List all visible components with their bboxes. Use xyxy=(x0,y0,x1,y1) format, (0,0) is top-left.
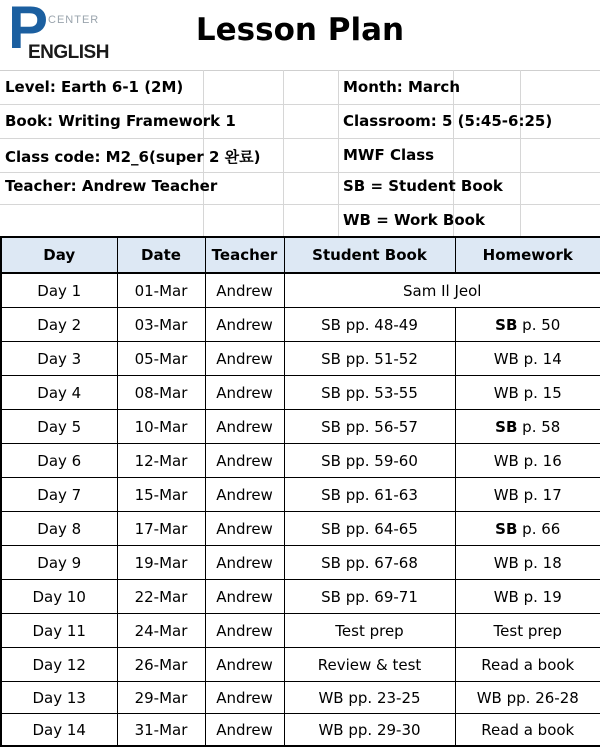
student-book-cell: SB pp. 61-63 xyxy=(284,478,455,512)
day-cell: Day 5 xyxy=(1,410,117,444)
column-header-student-book: Student Book xyxy=(284,237,455,273)
homework-book-abbrev: SB xyxy=(495,417,518,436)
homework-text: WB pp. 26-28 xyxy=(476,688,579,707)
homework-book-abbrev: SB xyxy=(495,519,518,538)
student-book-cell: SB pp. 48-49 xyxy=(284,308,455,342)
teacher-label: Teacher: Andrew Teacher xyxy=(5,177,218,195)
homework-text: p. 58 xyxy=(517,417,561,436)
student-book-cell: WB pp. 23-25 xyxy=(284,682,455,714)
column-header-day: Day xyxy=(1,237,117,273)
table-row xyxy=(1,580,600,614)
table-row xyxy=(1,444,600,478)
day-cell: Day 6 xyxy=(1,444,117,478)
class-type-label: MWF Class xyxy=(343,146,435,164)
grid-divider xyxy=(338,70,339,236)
student-book-cell: SB pp. 69-71 xyxy=(284,580,455,614)
month-label: Month: March xyxy=(343,78,460,96)
homework-cell xyxy=(455,342,600,376)
homework-text: WB p. 16 xyxy=(493,451,562,470)
column-header-teacher: Teacher xyxy=(205,237,284,273)
table-row xyxy=(1,614,600,648)
table-row xyxy=(1,342,600,376)
document-title: Lesson Plan xyxy=(195,12,405,48)
table-row xyxy=(1,648,600,682)
homework-cell xyxy=(455,308,600,342)
student-book-cell: SB pp. 56-57 xyxy=(284,410,455,444)
date-cell: 22-Mar xyxy=(117,580,205,614)
student-book-cell: SB pp. 67-68 xyxy=(284,546,455,580)
book-label: Book: Writing Framework 1 xyxy=(5,112,236,130)
grid-divider xyxy=(0,172,600,173)
teacher-cell: Andrew xyxy=(205,410,284,444)
date-cell: 15-Mar xyxy=(117,478,205,512)
date-cell: 03-Mar xyxy=(117,308,205,342)
day-cell: Day 14 xyxy=(1,714,117,747)
table-header-row xyxy=(1,237,600,273)
student-book-cell: Review & test xyxy=(284,648,455,682)
homework-cell xyxy=(455,376,600,410)
homework-text: Test prep xyxy=(493,621,562,640)
teacher-cell: Andrew xyxy=(205,376,284,410)
student-book-cell: SB pp. 59-60 xyxy=(284,444,455,478)
student-book-cell: SB pp. 53-55 xyxy=(284,376,455,410)
lesson-schedule-table xyxy=(0,236,600,747)
homework-text: WB p. 19 xyxy=(493,587,562,606)
sb-legend: SB = Student Book xyxy=(343,177,503,195)
teacher-cell: Andrew xyxy=(205,580,284,614)
date-cell: 12-Mar xyxy=(117,444,205,478)
teacher-cell: Andrew xyxy=(205,308,284,342)
student-book-cell: Sam Il Jeol xyxy=(284,273,600,308)
table-row xyxy=(1,682,600,714)
student-book-cell: WB pp. 29-30 xyxy=(284,714,455,747)
page-header xyxy=(0,0,600,71)
date-cell: 01-Mar xyxy=(117,273,205,308)
day-cell: Day 11 xyxy=(1,614,117,648)
day-cell: Day 3 xyxy=(1,342,117,376)
logo-letter: P xyxy=(8,0,49,61)
homework-text: WB p. 17 xyxy=(493,485,562,504)
level-label: Level: Earth 6-1 (2M) xyxy=(5,78,184,96)
day-cell: Day 10 xyxy=(1,580,117,614)
teacher-cell: Andrew xyxy=(205,478,284,512)
teacher-cell: Andrew xyxy=(205,273,284,308)
class-info-grid xyxy=(0,70,600,236)
column-header-homework: Homework xyxy=(455,237,600,273)
schedule-body xyxy=(1,273,600,746)
wb-legend: WB = Work Book xyxy=(343,211,485,229)
homework-text: WB p. 14 xyxy=(493,349,562,368)
teacher-cell: Andrew xyxy=(205,648,284,682)
date-cell: 05-Mar xyxy=(117,342,205,376)
grid-divider xyxy=(520,70,521,236)
date-cell: 29-Mar xyxy=(117,682,205,714)
homework-text: WB p. 15 xyxy=(493,383,562,402)
date-cell: 31-Mar xyxy=(117,714,205,747)
classroom-label: Classroom: 5 (5:45-6:25) xyxy=(343,112,553,130)
homework-cell xyxy=(455,648,600,682)
homework-cell xyxy=(455,580,600,614)
day-cell: Day 8 xyxy=(1,512,117,546)
date-cell: 17-Mar xyxy=(117,512,205,546)
table-row xyxy=(1,273,600,308)
homework-book-abbrev: SB xyxy=(495,315,518,334)
teacher-cell: Andrew xyxy=(205,682,284,714)
day-cell: Day 12 xyxy=(1,648,117,682)
student-book-cell: Test prep xyxy=(284,614,455,648)
teacher-cell: Andrew xyxy=(205,444,284,478)
homework-cell xyxy=(455,512,600,546)
homework-cell xyxy=(455,546,600,580)
teacher-cell: Andrew xyxy=(205,546,284,580)
day-cell: Day 9 xyxy=(1,546,117,580)
date-cell: 08-Mar xyxy=(117,376,205,410)
homework-text: Read a book xyxy=(481,720,575,739)
homework-cell xyxy=(455,478,600,512)
teacher-cell: Andrew xyxy=(205,614,284,648)
homework-text: p. 66 xyxy=(517,519,561,538)
day-cell: Day 7 xyxy=(1,478,117,512)
date-cell: 24-Mar xyxy=(117,614,205,648)
table-row xyxy=(1,714,600,747)
grid-divider xyxy=(283,70,284,236)
table-row xyxy=(1,376,600,410)
table-row xyxy=(1,478,600,512)
date-cell: 19-Mar xyxy=(117,546,205,580)
day-cell: Day 1 xyxy=(1,273,117,308)
homework-cell xyxy=(455,714,600,747)
day-cell: Day 4 xyxy=(1,376,117,410)
student-book-cell: SB pp. 51-52 xyxy=(284,342,455,376)
day-cell: Day 2 xyxy=(1,308,117,342)
teacher-cell: Andrew xyxy=(205,342,284,376)
table-row xyxy=(1,512,600,546)
homework-cell xyxy=(455,614,600,648)
homework-text: p. 50 xyxy=(517,315,561,334)
date-cell: 10-Mar xyxy=(117,410,205,444)
day-cell: Day 13 xyxy=(1,682,117,714)
logo-center-text: CENTER xyxy=(48,14,100,26)
column-header-date: Date xyxy=(117,237,205,273)
table-row xyxy=(1,546,600,580)
logo-english-text: ENGLISH xyxy=(28,42,109,63)
class-code-label: Class code: M2_6(super 2 완료) xyxy=(5,148,261,166)
homework-cell xyxy=(455,444,600,478)
date-cell: 26-Mar xyxy=(117,648,205,682)
homework-cell xyxy=(455,410,600,444)
table-row xyxy=(1,410,600,444)
homework-text: Read a book xyxy=(481,655,575,674)
table-row xyxy=(1,308,600,342)
homework-cell xyxy=(455,682,600,714)
teacher-cell: Andrew xyxy=(205,512,284,546)
grid-divider xyxy=(0,204,600,205)
teacher-cell: Andrew xyxy=(205,714,284,747)
homework-text: WB p. 18 xyxy=(493,553,562,572)
grid-divider xyxy=(0,104,600,105)
grid-divider xyxy=(0,138,600,139)
student-book-cell: SB pp. 64-65 xyxy=(284,512,455,546)
